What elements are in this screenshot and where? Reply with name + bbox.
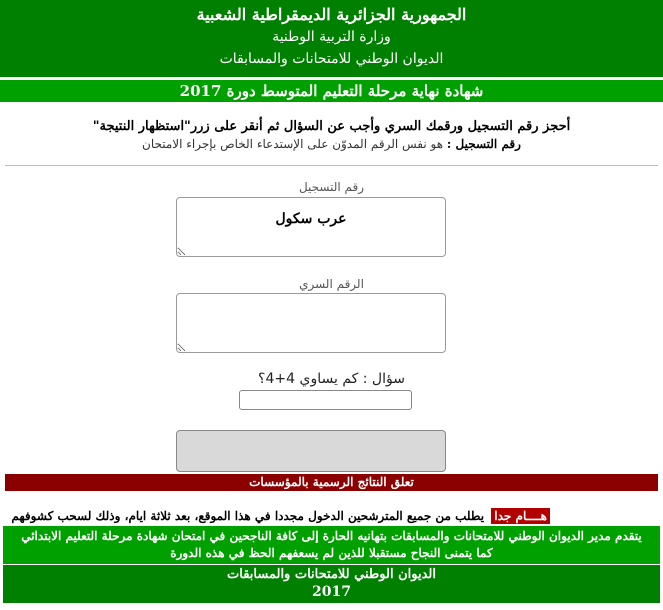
congrats-line2: كما يتمنى النجاح مستقبلا للذين لم يسعفهم الحظ في هذه الدورة bbox=[170, 546, 493, 560]
note-text: هو نفس الرقم المدوّن على الإستدعاء الخاص بإجراء الامتحان bbox=[142, 137, 444, 151]
congrats-line1: يتقدم مدير الديوان الوطني للامتحانات والمسابقات بتهانيه الحارة إلى كافة الناجحين في امتحان شهادة مرحلة التعليم الابتدائي bbox=[21, 529, 642, 543]
footer-office: الديوان الوطني للامتحانات والمسابقات bbox=[227, 567, 436, 582]
show-result-button[interactable] bbox=[176, 430, 446, 472]
instructions bbox=[10, 118, 653, 152]
site-footer bbox=[3, 565, 660, 603]
footer-year: 2017 bbox=[312, 584, 351, 600]
security-question: سؤال : كم يساوي 4+4؟ bbox=[258, 371, 405, 387]
office-title: الديوان الوطني للامتحانات والمسابقات bbox=[219, 51, 444, 67]
ministry-title: وزارة التربية الوطنية bbox=[272, 29, 391, 45]
note-label: رقم التسجيل : bbox=[446, 137, 521, 151]
instructions-note bbox=[10, 136, 653, 152]
congratulations-banner bbox=[3, 526, 660, 564]
password-label: الرقم السري bbox=[299, 277, 364, 291]
divider bbox=[5, 165, 658, 166]
password-input[interactable] bbox=[176, 293, 446, 353]
important-badge: هــــام جدا bbox=[491, 508, 550, 524]
exam-title: شهادة نهاية مرحلة التعليم المتوسط دورة 2017 bbox=[0, 79, 663, 102]
republic-title: الجمهورية الجزائرية الديمقراطية الشعبية bbox=[196, 5, 467, 24]
site-header bbox=[0, 0, 663, 77]
registration-label: رقم التسجيل bbox=[298, 180, 365, 194]
notice-text: يطلب من جميع المترشحين الدخول مجددا في هذا الموقع، بعد ثلاثة ايام، وذلك لسحب كشوفهم bbox=[11, 509, 485, 523]
official-results-banner: تعلق النتائج الرسمية بالمؤسسات bbox=[5, 474, 658, 491]
important-notice bbox=[10, 508, 550, 524]
registration-input[interactable] bbox=[176, 197, 446, 257]
answer-input[interactable] bbox=[239, 390, 412, 410]
instructions-main: أحجز رقم التسجيل ورقمك السري وأجب عن السؤال ثم أنقر على زرر"استظهار النتيجة" bbox=[92, 119, 571, 134]
